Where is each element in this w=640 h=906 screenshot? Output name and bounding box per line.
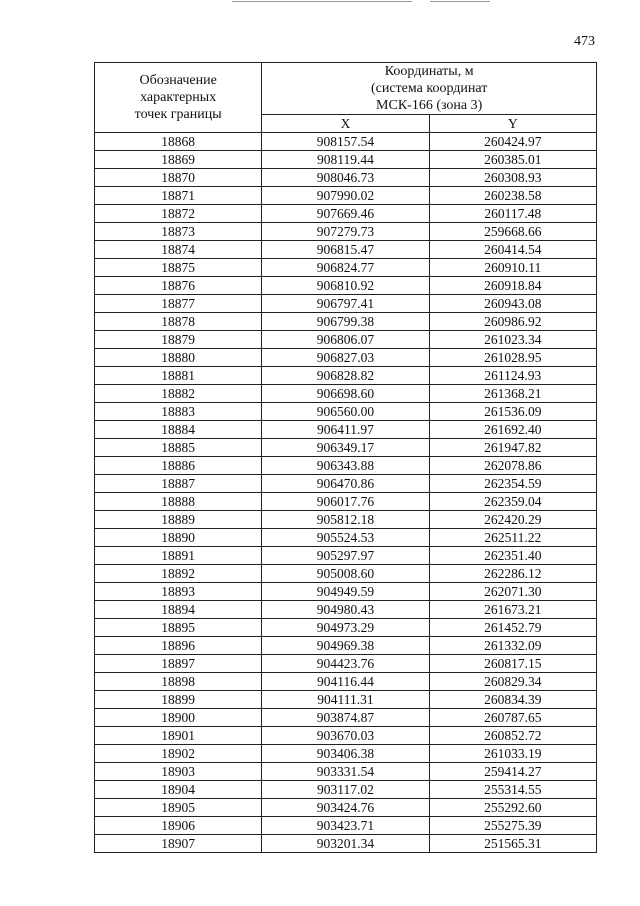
y-cell: 260787.65 (429, 709, 596, 727)
point-id-cell: 18874 (95, 241, 262, 259)
y-cell: 260817.15 (429, 655, 596, 673)
y-cell: 260910.11 (429, 259, 596, 277)
x-cell: 904949.59 (262, 583, 429, 601)
x-cell: 906799.38 (262, 313, 429, 331)
x-cell: 908157.54 (262, 133, 429, 151)
x-cell: 904980.43 (262, 601, 429, 619)
x-cell: 905008.60 (262, 565, 429, 583)
x-cell: 906470.86 (262, 475, 429, 493)
y-cell: 260117.48 (429, 205, 596, 223)
table-row (95, 331, 597, 349)
table-row (95, 259, 597, 277)
y-cell: 261673.21 (429, 601, 596, 619)
point-id-cell: 18884 (95, 421, 262, 439)
coordinates-table-body (95, 133, 597, 853)
x-cell: 908119.44 (262, 151, 429, 169)
y-cell: 255275.39 (429, 817, 596, 835)
point-id-cell: 18875 (95, 259, 262, 277)
x-cell: 906827.03 (262, 349, 429, 367)
y-cell: 255292.60 (429, 799, 596, 817)
x-cell: 906017.76 (262, 493, 429, 511)
x-cell: 906343.88 (262, 457, 429, 475)
point-id-cell: 18900 (95, 709, 262, 727)
x-cell: 906411.97 (262, 421, 429, 439)
x-cell: 904116.44 (262, 673, 429, 691)
page-number: 473 (574, 34, 595, 49)
point-id-cell: 18871 (95, 187, 262, 205)
table-row (95, 187, 597, 205)
y-cell: 262420.29 (429, 511, 596, 529)
table-row (95, 655, 597, 673)
point-id-cell: 18869 (95, 151, 262, 169)
point-id-cell: 18891 (95, 547, 262, 565)
point-id-cell: 18901 (95, 727, 262, 745)
table-row (95, 709, 597, 727)
table-row (95, 493, 597, 511)
x-cell: 903201.34 (262, 835, 429, 853)
point-id-cell: 18876 (95, 277, 262, 295)
x-cell: 907279.73 (262, 223, 429, 241)
y-cell: 261028.95 (429, 349, 596, 367)
table-row (95, 295, 597, 313)
table-row (95, 745, 597, 763)
y-cell: 260424.97 (429, 133, 596, 151)
table-row (95, 619, 597, 637)
y-cell: 261536.09 (429, 403, 596, 421)
point-id-cell: 18899 (95, 691, 262, 709)
point-id-cell: 18888 (95, 493, 262, 511)
table-row (95, 637, 597, 655)
table-row (95, 817, 597, 835)
x-cell: 903424.76 (262, 799, 429, 817)
table-row (95, 583, 597, 601)
x-cell: 908046.73 (262, 169, 429, 187)
x-cell: 906806.07 (262, 331, 429, 349)
point-id-cell: 18907 (95, 835, 262, 853)
point-id-cell: 18877 (95, 295, 262, 313)
table-row (95, 241, 597, 259)
y-cell: 261452.79 (429, 619, 596, 637)
table-row (95, 475, 597, 493)
point-id-cell: 18886 (95, 457, 262, 475)
table-row (95, 169, 597, 187)
y-cell: 262359.04 (429, 493, 596, 511)
x-cell: 906349.17 (262, 439, 429, 457)
point-id-cell: 18902 (95, 745, 262, 763)
x-cell: 907669.46 (262, 205, 429, 223)
table-row (95, 835, 597, 853)
y-cell: 259414.27 (429, 763, 596, 781)
coordinates-table (94, 62, 597, 853)
point-id-cell: 18893 (95, 583, 262, 601)
point-id-cell: 18890 (95, 529, 262, 547)
scan-top-line (232, 1, 412, 2)
coordinates-header-line2: (система координат (370, 81, 488, 96)
x-cell: 905524.53 (262, 529, 429, 547)
table-row (95, 133, 597, 151)
coordinates-header-line3: МСК-166 (зона 3) (376, 98, 483, 113)
table-row (95, 205, 597, 223)
point-id-cell: 18898 (95, 673, 262, 691)
point-id-cell: 18880 (95, 349, 262, 367)
point-id-cell: 18889 (95, 511, 262, 529)
x-cell: 903670.03 (262, 727, 429, 745)
table-row (95, 223, 597, 241)
point-id-cell: 18903 (95, 763, 262, 781)
y-column-header: Y (429, 115, 596, 133)
x-cell: 906810.92 (262, 277, 429, 295)
y-cell: 261692.40 (429, 421, 596, 439)
y-cell: 260308.93 (429, 169, 596, 187)
y-cell: 261023.34 (429, 331, 596, 349)
y-cell: 260414.54 (429, 241, 596, 259)
x-cell: 903406.38 (262, 745, 429, 763)
y-cell: 255314.55 (429, 781, 596, 799)
point-label-header (95, 63, 262, 133)
x-cell: 904969.38 (262, 637, 429, 655)
table-row (95, 313, 597, 331)
y-cell: 261947.82 (429, 439, 596, 457)
table-row (95, 601, 597, 619)
x-cell: 904111.31 (262, 691, 429, 709)
table-row (95, 781, 597, 799)
y-cell: 262351.40 (429, 547, 596, 565)
y-cell: 261332.09 (429, 637, 596, 655)
y-cell: 260918.84 (429, 277, 596, 295)
x-cell: 906560.00 (262, 403, 429, 421)
y-cell: 259668.66 (429, 223, 596, 241)
x-cell: 904423.76 (262, 655, 429, 673)
x-cell: 906815.47 (262, 241, 429, 259)
point-id-cell: 18905 (95, 799, 262, 817)
table-row (95, 547, 597, 565)
y-cell: 251565.31 (429, 835, 596, 853)
point-id-cell: 18896 (95, 637, 262, 655)
table-row (95, 457, 597, 475)
point-id-cell: 18879 (95, 331, 262, 349)
point-id-cell: 18881 (95, 367, 262, 385)
point-label-header-line2: характерных (140, 90, 217, 105)
y-cell: 260385.01 (429, 151, 596, 169)
y-cell: 260986.92 (429, 313, 596, 331)
y-cell: 262071.30 (429, 583, 596, 601)
point-id-cell: 18895 (95, 619, 262, 637)
point-id-cell: 18906 (95, 817, 262, 835)
x-cell: 905297.97 (262, 547, 429, 565)
table-row (95, 367, 597, 385)
y-cell: 262286.12 (429, 565, 596, 583)
point-id-cell: 18894 (95, 601, 262, 619)
table-row (95, 349, 597, 367)
table-row (95, 673, 597, 691)
point-id-cell: 18885 (95, 439, 262, 457)
y-cell: 260943.08 (429, 295, 596, 313)
x-cell: 906824.77 (262, 259, 429, 277)
table-row (95, 727, 597, 745)
table-row (95, 799, 597, 817)
point-id-cell: 18870 (95, 169, 262, 187)
point-id-cell: 18868 (95, 133, 262, 151)
table-row (95, 565, 597, 583)
y-cell: 260834.39 (429, 691, 596, 709)
y-cell: 260829.34 (429, 673, 596, 691)
y-cell: 260852.72 (429, 727, 596, 745)
coordinates-header (262, 63, 597, 115)
table-row (95, 403, 597, 421)
x-cell: 906698.60 (262, 385, 429, 403)
y-cell: 261124.93 (429, 367, 596, 385)
table-row (95, 763, 597, 781)
point-id-cell: 18887 (95, 475, 262, 493)
table-row (95, 691, 597, 709)
point-id-cell: 18873 (95, 223, 262, 241)
y-cell: 262078.86 (429, 457, 596, 475)
x-cell: 903331.54 (262, 763, 429, 781)
table-row (95, 151, 597, 169)
x-cell: 906828.82 (262, 367, 429, 385)
x-cell: 905812.18 (262, 511, 429, 529)
y-cell: 262354.59 (429, 475, 596, 493)
table-row (95, 529, 597, 547)
x-cell: 903423.71 (262, 817, 429, 835)
point-id-cell: 18872 (95, 205, 262, 223)
point-id-cell: 18897 (95, 655, 262, 673)
x-cell: 904973.29 (262, 619, 429, 637)
table-row (95, 511, 597, 529)
y-cell: 260238.58 (429, 187, 596, 205)
point-label-header-line1: Обозначение (139, 73, 217, 88)
y-cell: 261033.19 (429, 745, 596, 763)
table-row (95, 277, 597, 295)
table-row (95, 421, 597, 439)
point-id-cell: 18904 (95, 781, 262, 799)
point-label-header-line3: точек границы (134, 107, 222, 122)
x-cell: 907990.02 (262, 187, 429, 205)
table-row (95, 439, 597, 457)
scan-top-line-right (430, 1, 490, 2)
y-cell: 262511.22 (429, 529, 596, 547)
point-id-cell: 18892 (95, 565, 262, 583)
point-id-cell: 18883 (95, 403, 262, 421)
table-row (95, 385, 597, 403)
x-cell: 903874.87 (262, 709, 429, 727)
coordinates-header-line1: Координаты, м (384, 64, 474, 79)
y-cell: 261368.21 (429, 385, 596, 403)
x-column-header: X (262, 115, 429, 133)
x-cell: 906797.41 (262, 295, 429, 313)
point-id-cell: 18878 (95, 313, 262, 331)
x-cell: 903117.02 (262, 781, 429, 799)
point-id-cell: 18882 (95, 385, 262, 403)
